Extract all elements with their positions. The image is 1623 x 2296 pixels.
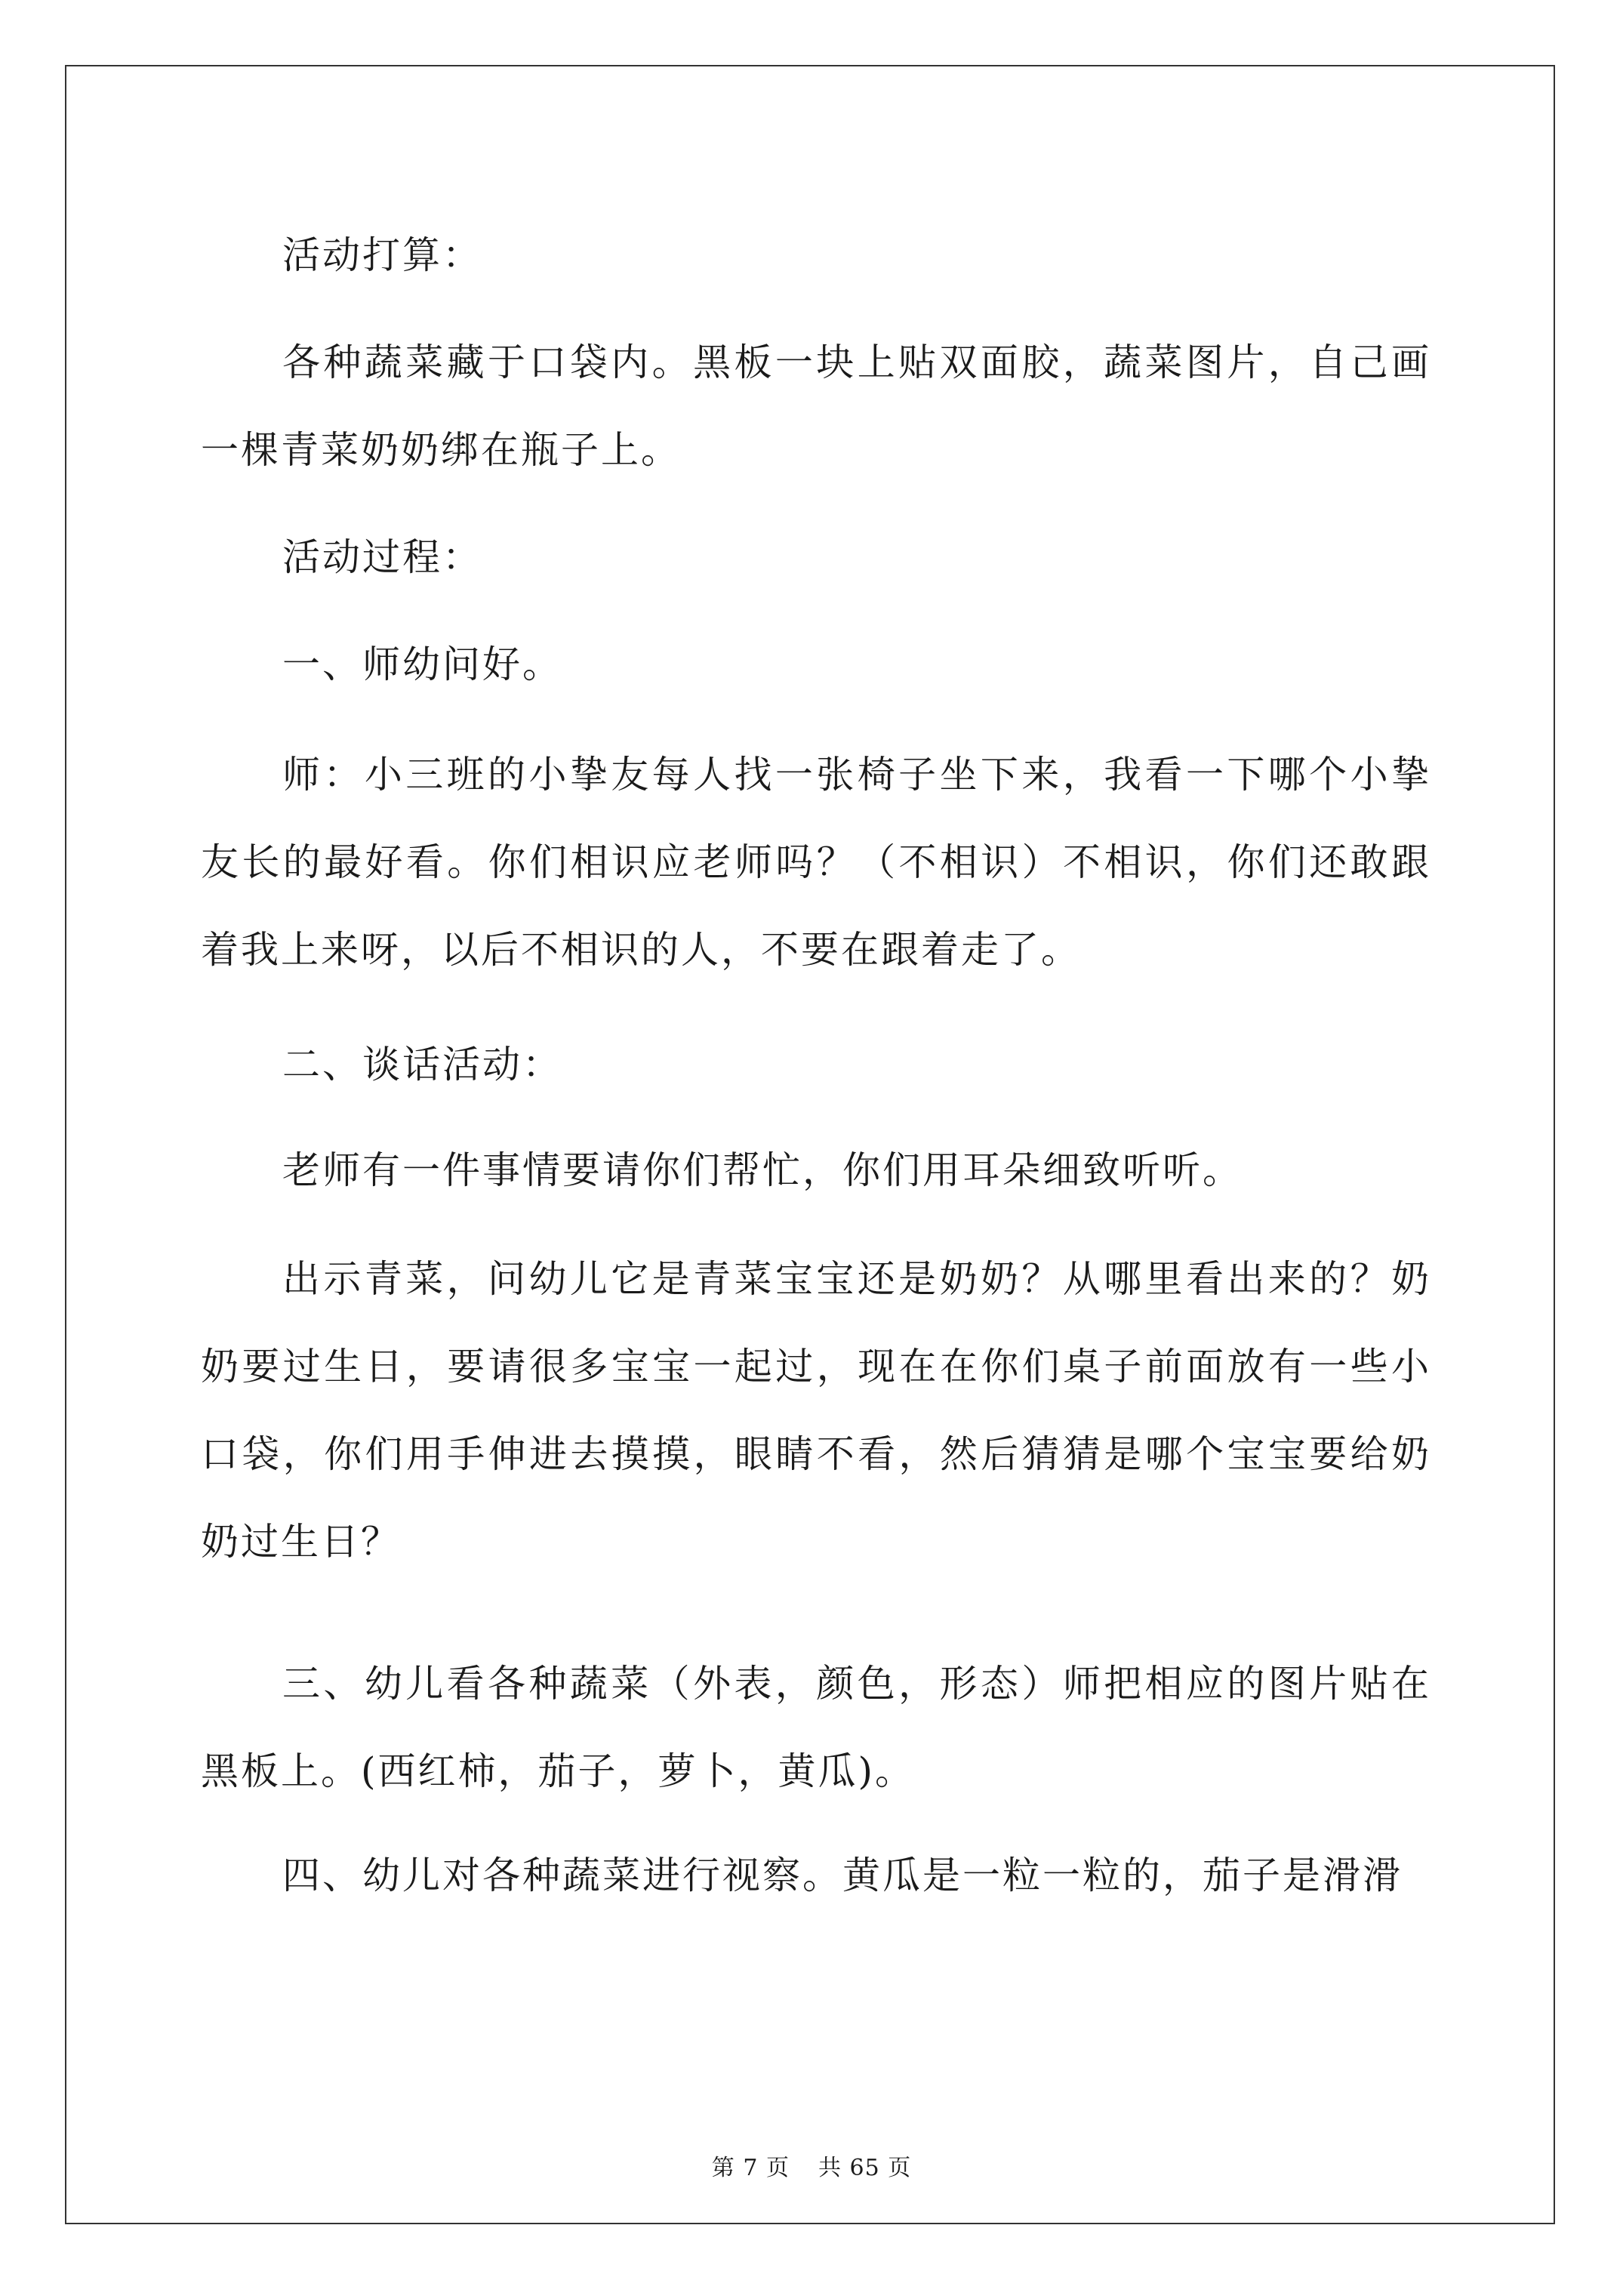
paragraph-3: 活动过程： bbox=[282, 535, 482, 579]
paragraph-7: 老师有一件事情要请你们帮忙，你们用耳朵细致听听。 bbox=[282, 1148, 1243, 1192]
paragraph-1: 活动打算： bbox=[282, 233, 482, 277]
paragraph-4: 一、师幼问好。 bbox=[282, 643, 562, 686]
page-footer bbox=[0, 2153, 1623, 2184]
paragraph-8: 出示青菜，问幼儿它是青菜宝宝还是奶奶？从哪里看出来的？奶奶要过生日，要请很多宝宝一起过，现在在你们桌子前面放有一些小口袋，你们用手伸进去摸摸，眼睛不看，然后猜猜是哪个宝宝要给奶奶过生日？ bbox=[201, 1257, 1431, 1564]
page-total: 共 65 页 bbox=[818, 2155, 912, 2181]
paragraph-2: 各种蔬菜藏于口袋内。黑板一块上贴双面胶，蔬菜图片，自己画一棵青菜奶奶绑在瓶子上。 bbox=[201, 341, 1431, 472]
paragraph-5: 师：小三班的小挚友每人找一张椅子坐下来，我看一下哪个小挚友长的最好看。你们相识应老师吗？（不相识）不相识，你们还敢跟着我上来呀，以后不相识的人，不要在跟着走了。 bbox=[201, 753, 1431, 972]
page-number: 第 7 页 bbox=[711, 2155, 790, 2181]
paragraph-6: 二、谈话活动： bbox=[282, 1043, 562, 1086]
paragraph-9: 三、幼儿看各种蔬菜（外表，颜色，形态）师把相应的图片贴在黑板上。(西红柿，茄子，萝卜，黄瓜)。 bbox=[201, 1662, 1431, 1793]
paragraph-10: 四、幼儿对各种蔬菜进行视察。黄瓜是一粒一粒的，茄子是滑滑 bbox=[282, 1854, 1403, 1897]
